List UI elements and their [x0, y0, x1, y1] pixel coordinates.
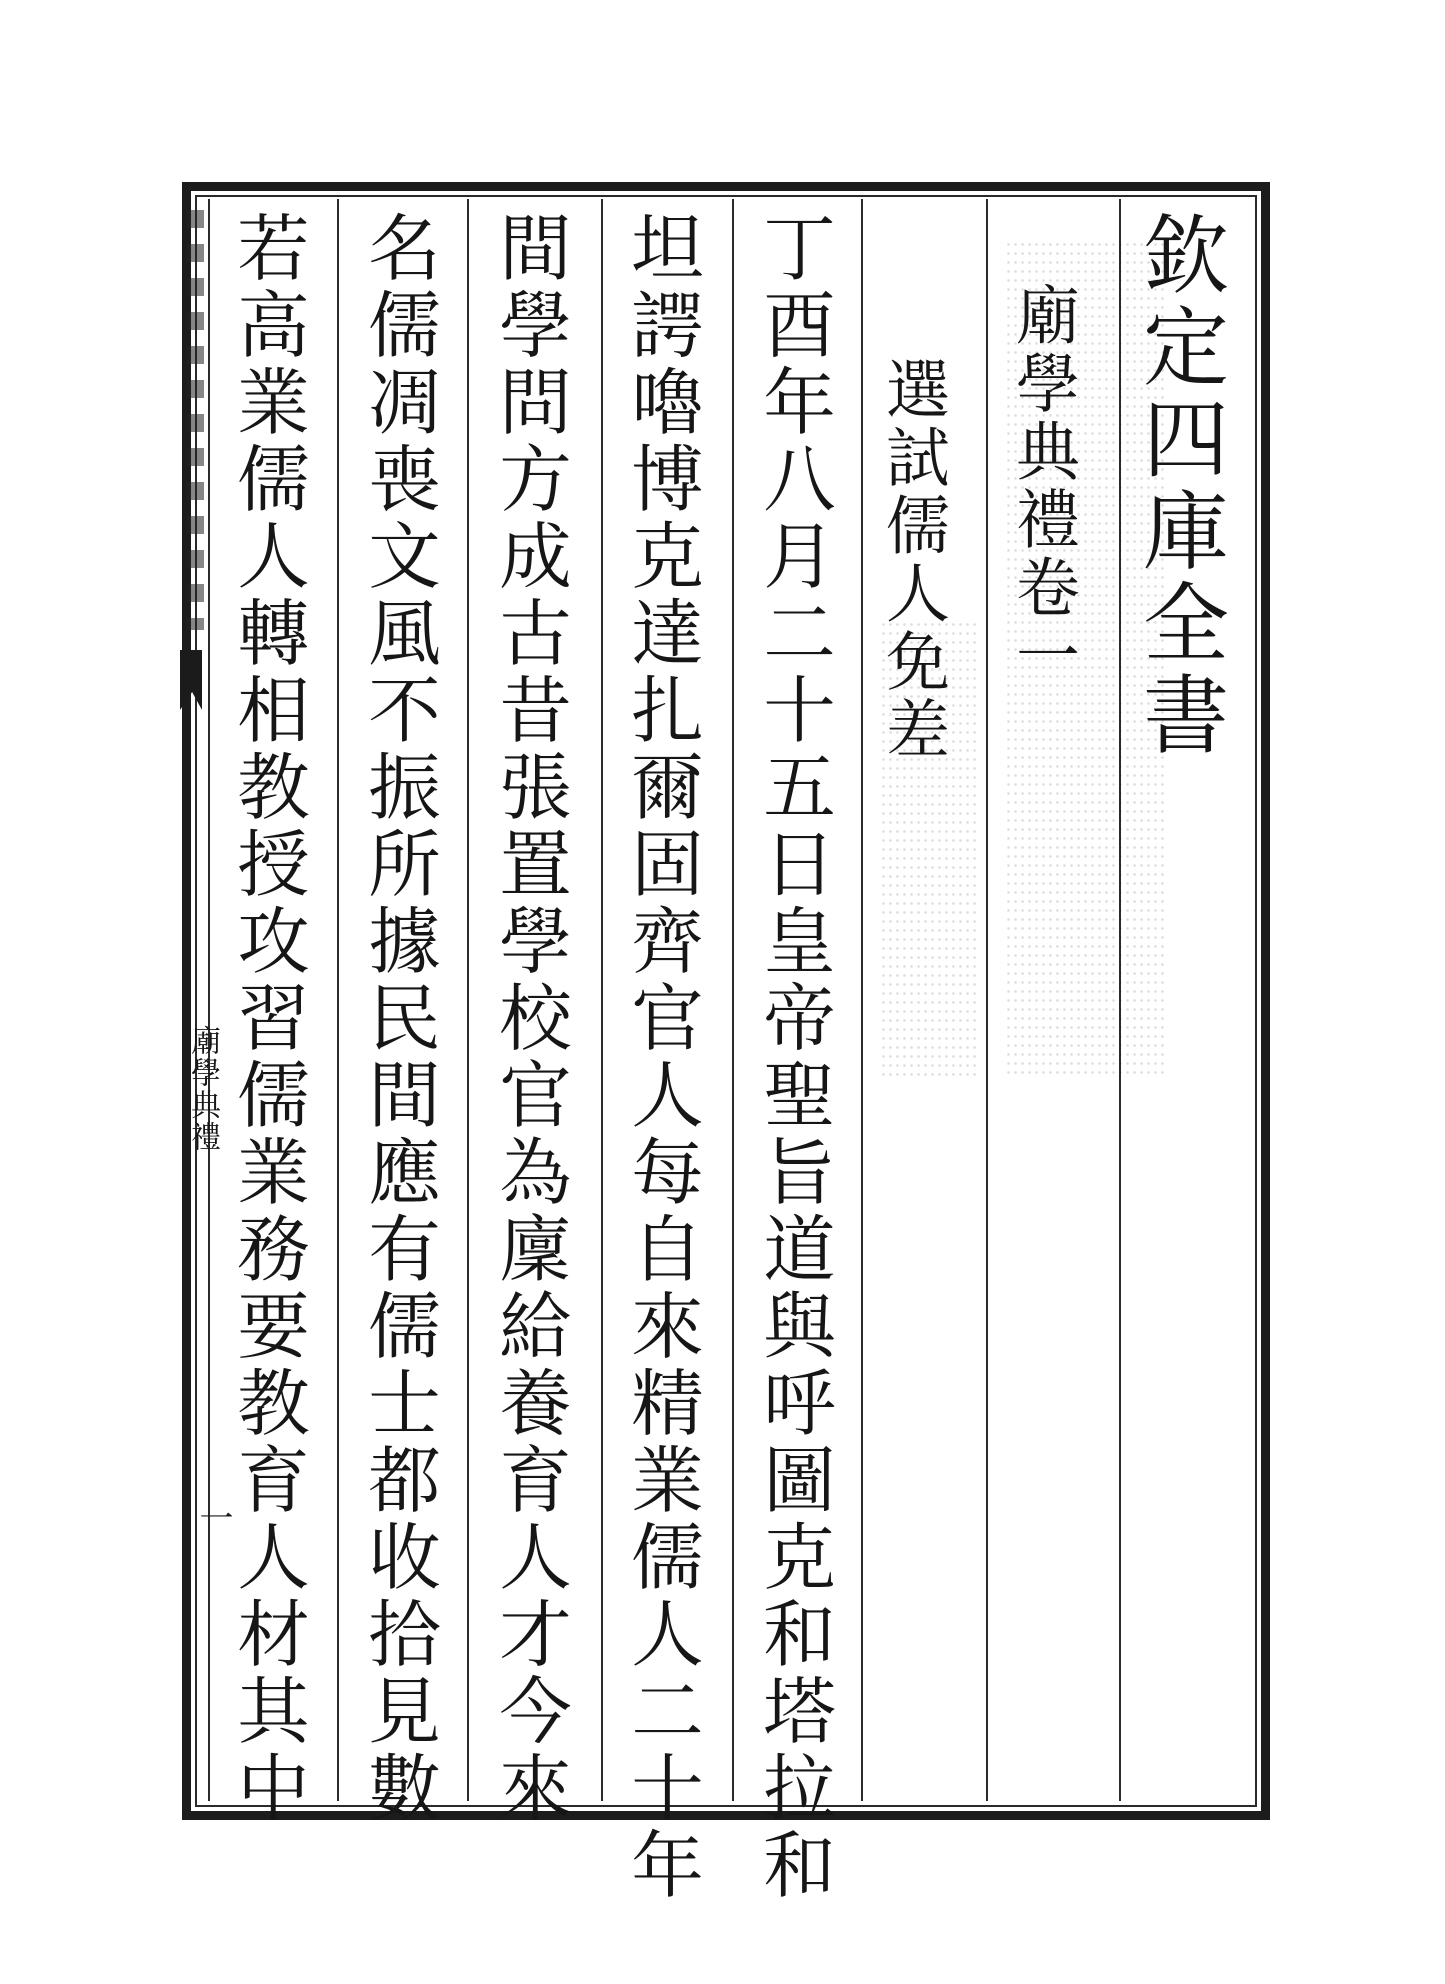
fold-edge-marks: [186, 210, 204, 630]
text-column: 若高業儒人轉相教授攻習儒業務要教育人材其中: [224, 210, 309, 1827]
text-column: 名儒凋喪文風不振所據民間應有儒士都收拾見數: [355, 210, 440, 1827]
section-heading: 選試儒人免差: [875, 356, 949, 764]
column-rule: [732, 199, 734, 1801]
column-rule: [861, 199, 863, 1801]
page-number: 一: [193, 1500, 233, 1534]
volume-title: 廟學典禮卷一: [1005, 282, 1079, 690]
text-column: 丁酉年八月二十五日皇帝聖旨道與呼圖克和塔拉和: [750, 210, 835, 1904]
column-rule: [601, 199, 603, 1801]
column-rule: [986, 199, 988, 1801]
text-column: 間學問方成古昔張置學校官為廩給養育人才今來: [486, 210, 571, 1827]
column-rule: [208, 199, 210, 1801]
column-rule: [337, 199, 339, 1801]
column-rule: [467, 199, 469, 1801]
margin-label: 廟學典禮: [185, 1025, 220, 1153]
book-title: 欽定四庫全書: [1128, 210, 1228, 762]
text-column: 坦諤嚕博克達扎爾固齊官人每自來精業儒人二十年: [618, 210, 703, 1904]
